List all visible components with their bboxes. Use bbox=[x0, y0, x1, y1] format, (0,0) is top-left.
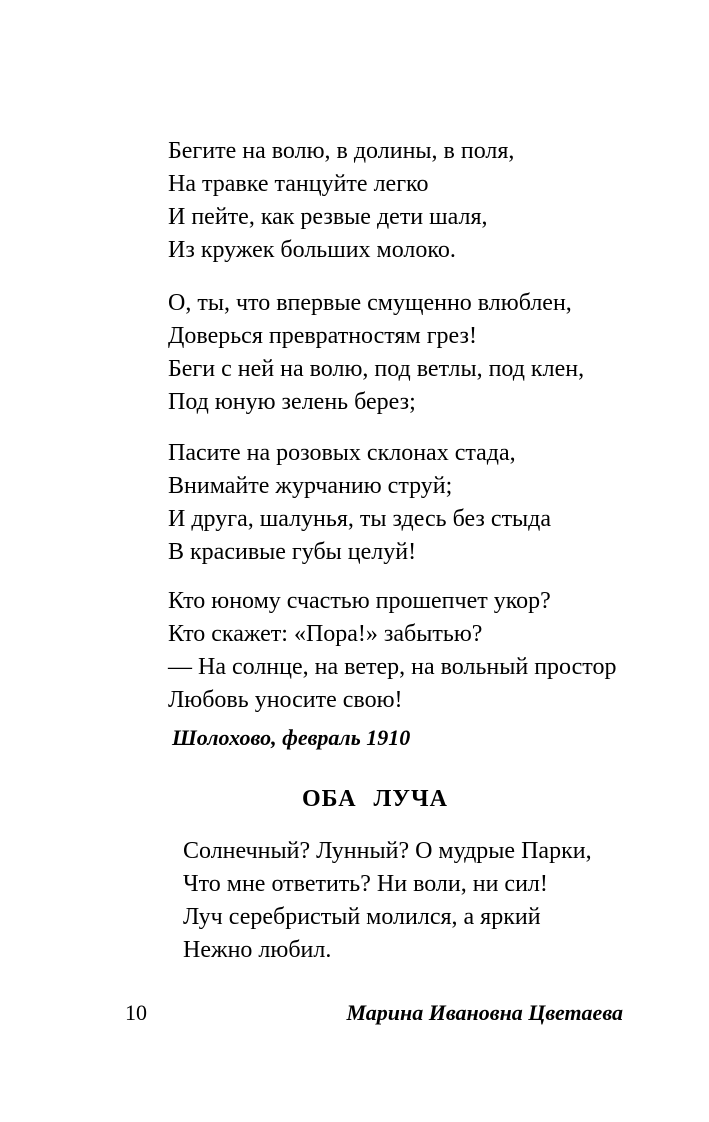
poem-line: В красивые губы целуй! bbox=[168, 539, 417, 565]
poem-line: Бегите на волю, в долины, в поля, bbox=[168, 138, 515, 164]
poem-stanza bbox=[168, 437, 551, 569]
poem-line: Под юную зелень берез; bbox=[168, 389, 416, 415]
poem-title: ОБА ЛУЧА bbox=[302, 786, 448, 812]
poem-dateline: Шолохово, февраль 1910 bbox=[172, 725, 411, 750]
poem-line: Солнечный? Лунный? О мудрые Парки, bbox=[183, 838, 592, 864]
poem-line: И пейте, как резвые дети шаля, bbox=[168, 204, 488, 230]
poem-stanza bbox=[168, 135, 514, 267]
poem-stanza bbox=[183, 835, 592, 967]
poem-line: Луч серебристый молился, а яркий bbox=[183, 904, 541, 930]
poem-line: И друга, шалунья, ты здесь без стыда bbox=[168, 506, 552, 532]
poem-line: Нежно любил. bbox=[183, 937, 332, 963]
poem-line: Любовь уносите свою! bbox=[168, 687, 403, 713]
poem-line: — На солнце, на ветер, на вольный простор bbox=[168, 654, 617, 680]
poem-line: Доверься превратностям грез! bbox=[168, 323, 477, 349]
poem-line: Беги с ней на волю, под ветлы, под клен, bbox=[168, 356, 585, 382]
poem-line: Кто скажет: «Пора!» забытью? bbox=[168, 621, 483, 647]
poem-line: О, ты, что впервые смущенно влюблен, bbox=[168, 290, 572, 316]
poem-line: На травке танцуйте легко bbox=[168, 171, 429, 197]
poem-line: Что мне ответить? Ни воли, ни сил! bbox=[183, 871, 548, 897]
page-number: 10 bbox=[125, 1000, 147, 1025]
poem-stanza bbox=[168, 585, 616, 717]
poem-line: Из кружек больших молоко. bbox=[168, 237, 456, 263]
poem-line: Внимайте журчанию струй; bbox=[168, 473, 453, 499]
running-title-author: Марина Ивановна Цветаева bbox=[346, 1000, 623, 1025]
poem-line: Пасите на розовых склонах стада, bbox=[168, 440, 516, 466]
poem-line: Кто юному счастью прошепчет укор? bbox=[168, 588, 551, 614]
poem-stanza bbox=[168, 287, 584, 419]
